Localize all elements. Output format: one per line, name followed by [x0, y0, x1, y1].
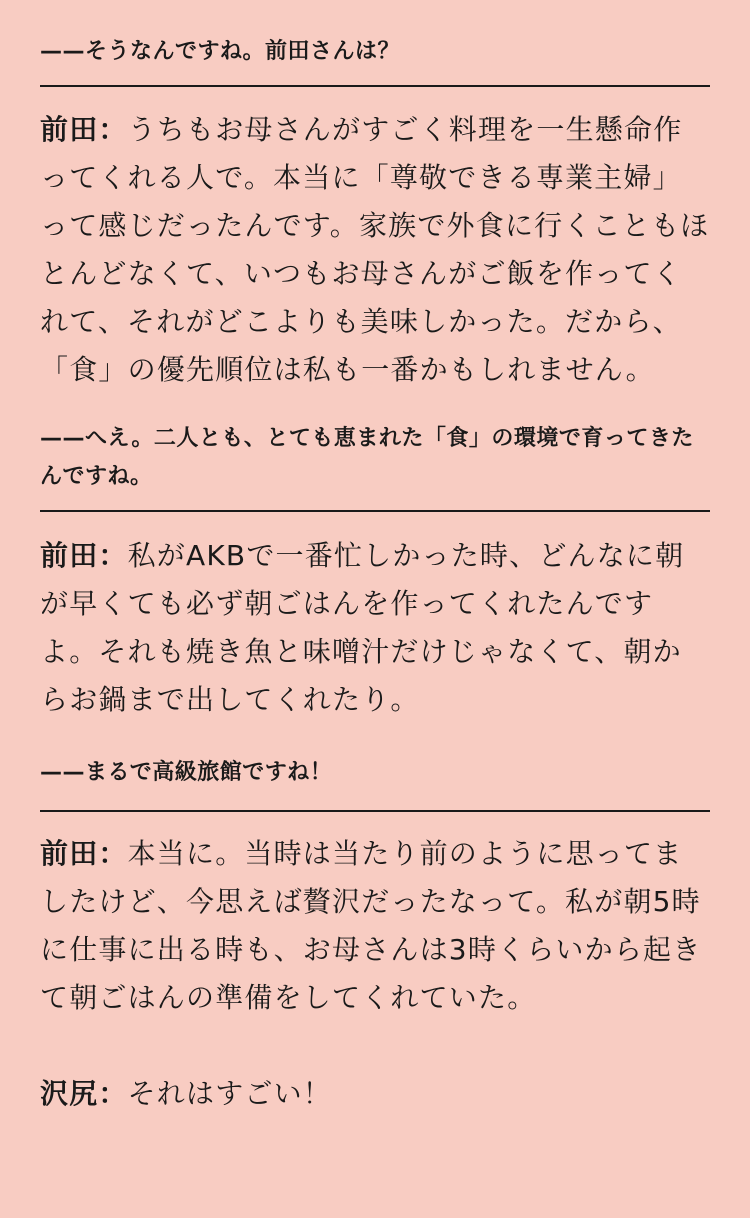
answer-paragraph	[40, 106, 710, 394]
speaker-name: 沢尻：	[40, 1077, 128, 1110]
answer-text: 本当に。当時は当たり前のように思ってましたけど、今思えば贅沢だったなって。私が朝5時に仕事に出る時も、お母さんは3時くらいから起きて朝ごはんの準備をしてくれていた。	[40, 837, 702, 1014]
interviewer-question: ——まるで高級旅館ですね！	[40, 760, 333, 785]
answer-text: それはすごい！	[127, 1077, 333, 1110]
answer-paragraph	[40, 532, 710, 724]
interviewer-question: ——へえ。二人とも、とても恵まれた「食」の環境で育ってきたんですね。	[40, 426, 694, 489]
speaker-name: 前田：	[40, 837, 128, 870]
speaker-name: 前田：	[40, 539, 128, 572]
answer-paragraph	[40, 1070, 710, 1118]
answer-text: うちもお母さんがすごく料理を一生懸命作ってくれる人で。本当に「尊敬できる専業主婦」って感じだったんです。家族で外食に行くこともほとんどなくて、いつもお母さんがご飯を作ってくれて、それがどこよりも美味しかった。だから、「食」の優先順位は私も一番かもしれません。	[40, 113, 710, 386]
section-divider	[40, 510, 710, 512]
section-divider	[40, 810, 710, 812]
answer-text: 私がAKBで一番忙しかった時、どんなに朝が早くても必ず朝ごはんを作ってくれたんですよ。それも焼き魚と味噌汁だけじゃなくて、朝からお鍋まで出してくれたり。	[40, 539, 685, 716]
interviewer-question: ——そうなんですね。前田さんは？	[40, 39, 401, 64]
answer-paragraph	[40, 830, 710, 1022]
speaker-name: 前田：	[40, 113, 128, 146]
section-divider	[40, 85, 710, 87]
